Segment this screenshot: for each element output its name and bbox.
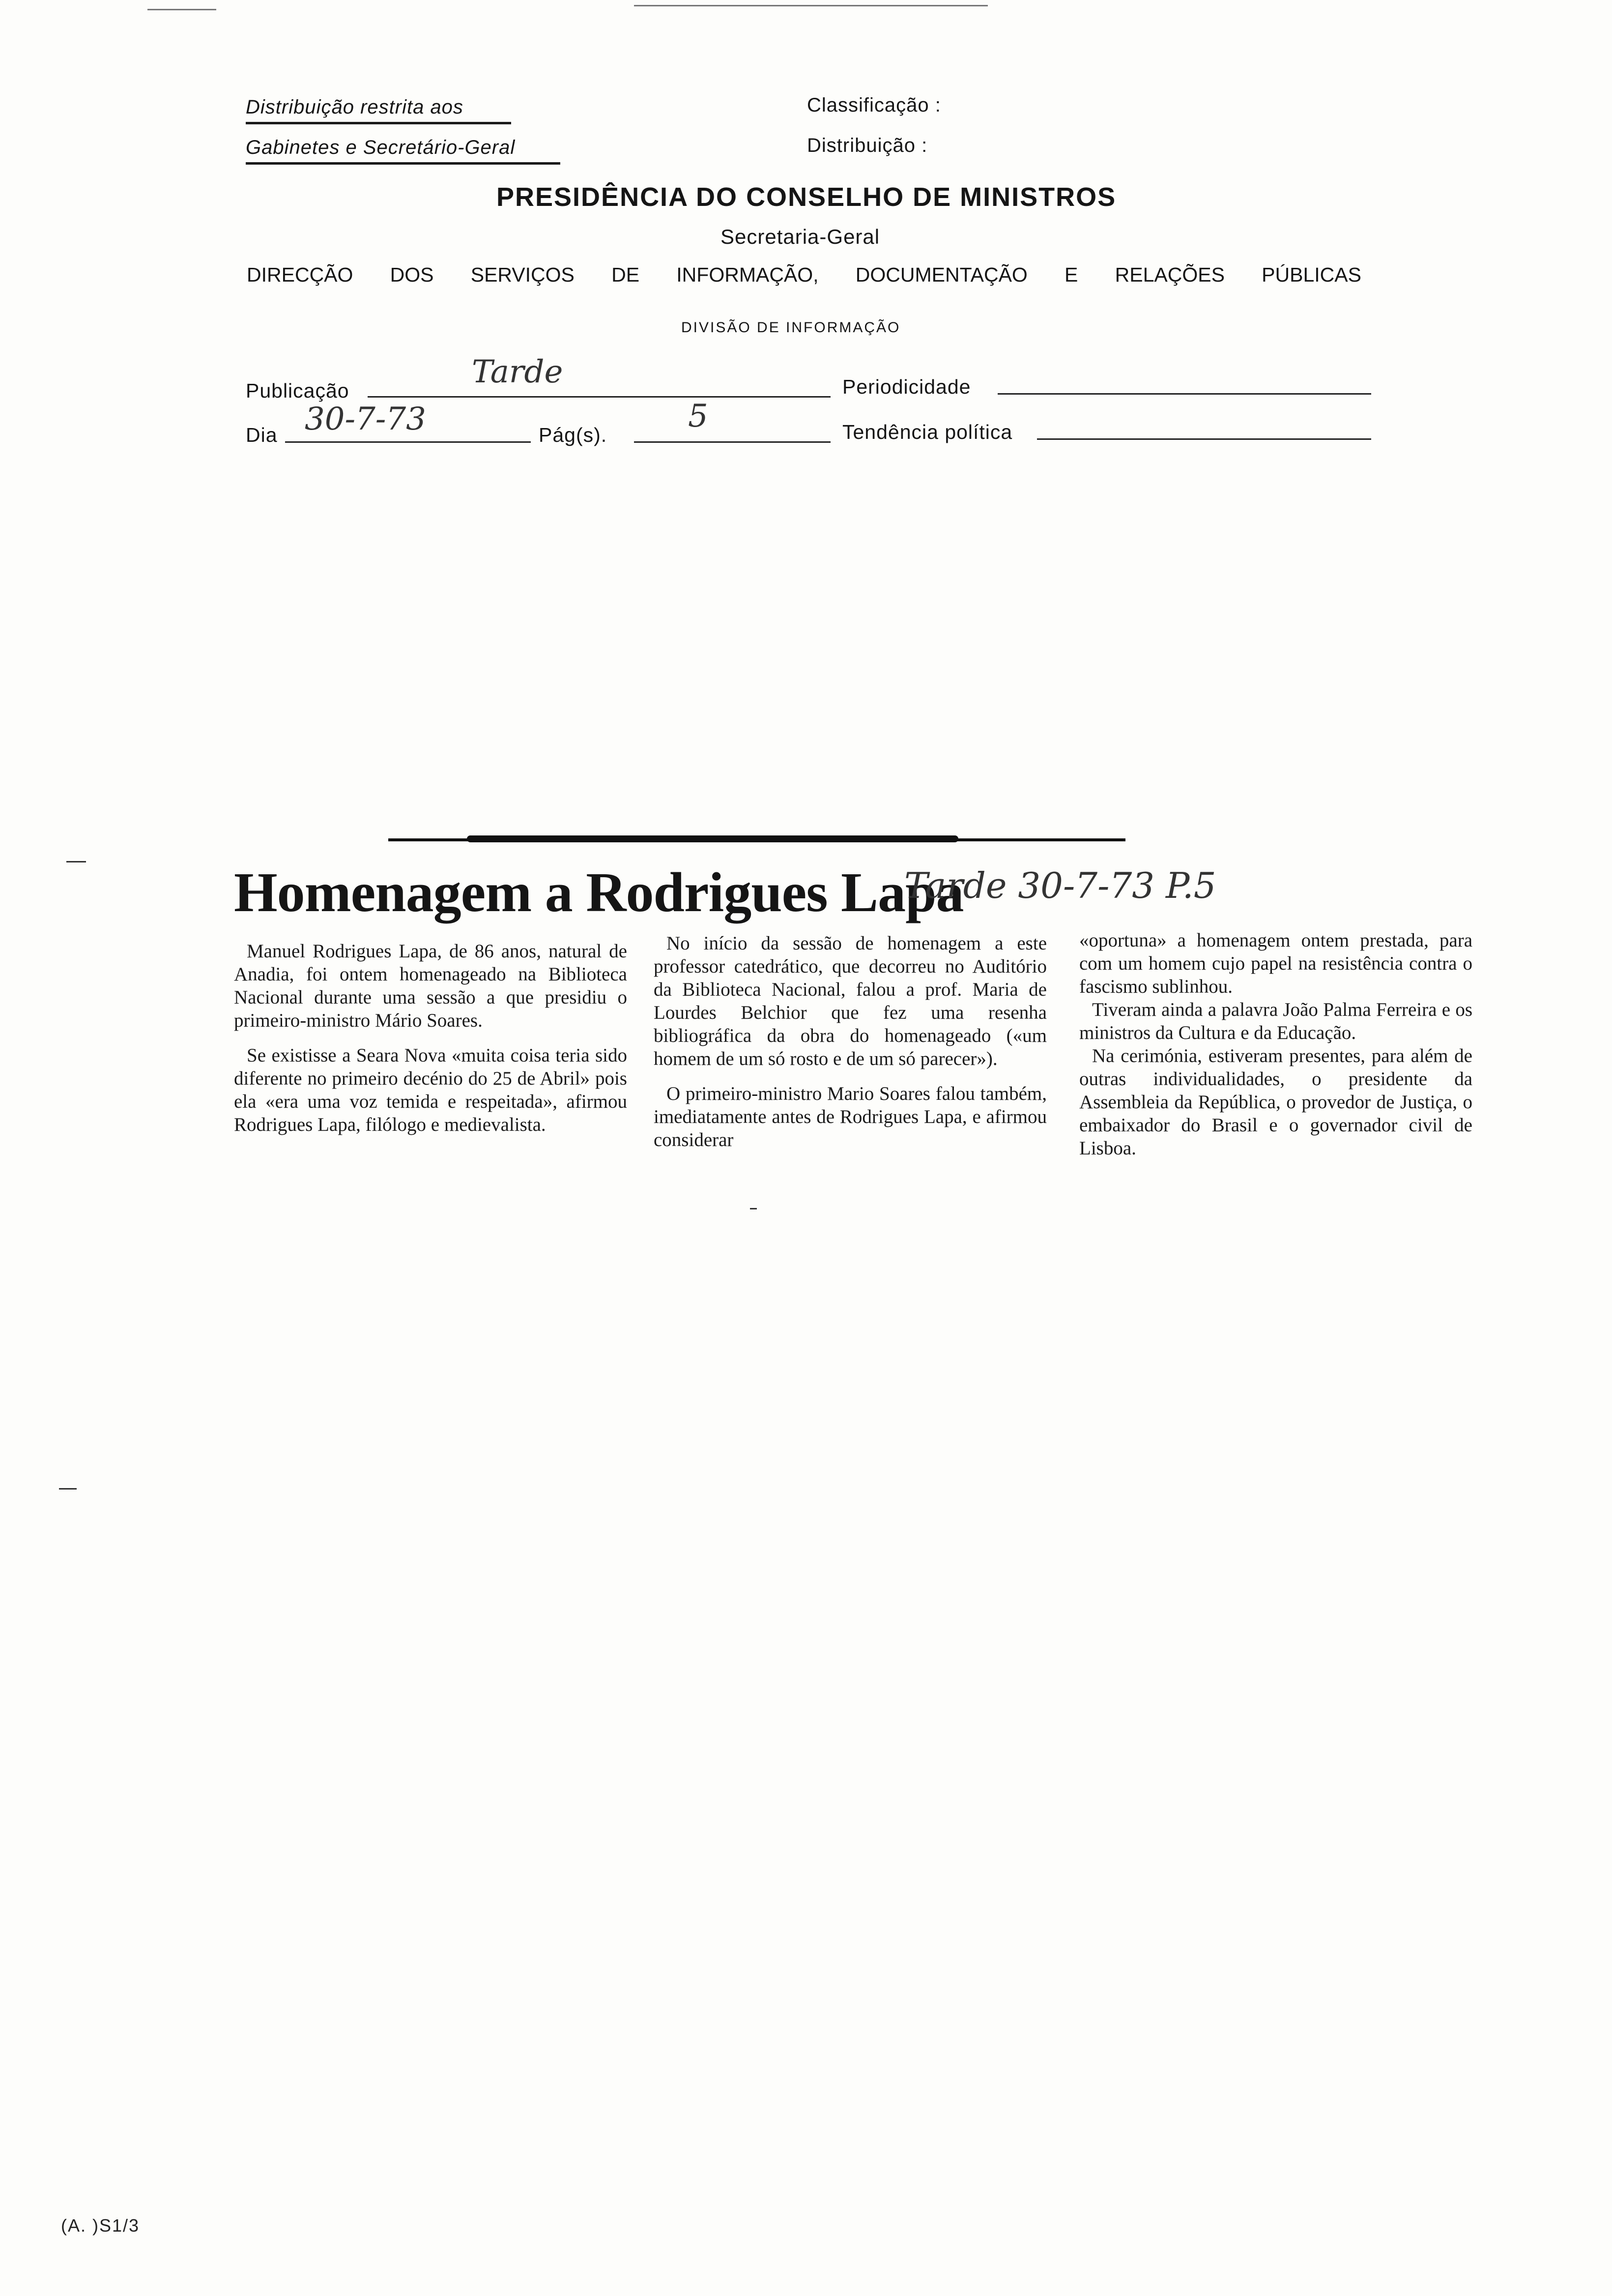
article-column-1 bbox=[234, 940, 627, 1148]
article-headline: Homenagem a Rodrigues Lapa bbox=[234, 861, 964, 923]
org-subtitle: Secretaria-Geral bbox=[720, 225, 880, 248]
article-paragraph: Na cerimónia, estiveram presentes, para além de outras individualidades, o presidente da Assembleia da República, o provedor de Justiça, o embaixador do Brasil e o governador civil de Lisboa. bbox=[1079, 1045, 1472, 1159]
directorate-word: INFORMAÇÃO, bbox=[676, 263, 819, 286]
directorate-word: PÚBLICAS bbox=[1262, 263, 1361, 286]
periodicity-line bbox=[998, 393, 1371, 395]
article-paragraph: No início da sessão de homenagem a este professor catedrático, que decorreu no Auditório da Biblioteca Nacional, falou a prof. Maria de Lourdes Belchior que fez uma resenha bibliográfica da obra do homenageado («um homem de um só rosto e de um só parecer»). bbox=[654, 933, 1047, 1069]
article-paragraph: Manuel Rodrigues Lapa, de 86 anos, natural de Anadia, foi ontem homenageado na Biblioteca Nacional durante uma sessão a que presidiu o primeiro-ministro Mário Soares. bbox=[234, 941, 627, 1031]
article-paragraph: O primeiro-ministro Mario Soares falou também, imediatamente antes de Rodrigues Lapa, e afirmou considerar bbox=[654, 1083, 1047, 1150]
directorate-word: RELAÇÕES bbox=[1115, 263, 1225, 286]
division-label: DIVISÃO DE INFORMAÇÃO bbox=[681, 319, 901, 336]
distribution-label: Distribuição : bbox=[807, 135, 928, 156]
article-column-2 bbox=[654, 932, 1047, 1163]
article-paragraph: «oportuna» a homenagem ontem prestada, para com um homem cujo papel na resistência contra o fascismo sublinhou. bbox=[1079, 930, 1472, 997]
scan-speck bbox=[59, 1488, 77, 1490]
day-line bbox=[285, 441, 531, 443]
day-handwritten-value: 30-7-73 bbox=[305, 401, 426, 437]
periodicity-label: Periodicidade bbox=[842, 375, 971, 398]
clipping-top-rule-thick bbox=[467, 835, 958, 842]
footer-form-code: (A. )S1/3 bbox=[61, 2215, 140, 2236]
org-title: PRESIDÊNCIA DO CONSELHO DE MINISTROS bbox=[496, 182, 1117, 212]
underline bbox=[246, 122, 511, 124]
classification-label: Classificação : bbox=[807, 94, 941, 116]
pages-label: Pág(s). bbox=[539, 424, 607, 446]
directorate-word: DIRECÇÃO bbox=[247, 263, 353, 286]
directorate-word: DE bbox=[611, 263, 640, 286]
publication-handwritten-value: Tarde bbox=[472, 354, 563, 390]
directorate-line bbox=[247, 263, 1361, 287]
scan-speck bbox=[750, 1208, 757, 1209]
political-tendency-label: Tendência política bbox=[842, 421, 1013, 443]
article-paragraph: Tiveram ainda a palavra João Palma Ferreira e os ministros da Cultura e da Educação. bbox=[1079, 999, 1472, 1043]
publication-line bbox=[368, 396, 831, 398]
restricted-line-2: Gabinetes e Secretário-Geral bbox=[246, 137, 516, 158]
article-paragraph: Se existisse a Seara Nova «muita coisa teria sido diferente no primeiro decénio do 25 de Abril» pois ela «era uma voz temida e respeitada», afirmou Rodrigues Lapa, filólogo e medievalista. bbox=[234, 1045, 627, 1135]
pages-line bbox=[634, 441, 831, 443]
handwritten-annotation: Tarde 30-7-73 P.5 bbox=[904, 865, 1216, 906]
directorate-word: DOCUMENTAÇÃO bbox=[855, 263, 1028, 286]
article-column-3 bbox=[1079, 929, 1472, 1172]
directorate-word: E bbox=[1065, 263, 1078, 286]
scan-artifact-line bbox=[634, 5, 988, 6]
scan-speck bbox=[66, 861, 86, 862]
directorate-word: DOS bbox=[390, 263, 434, 286]
political-tendency-line bbox=[1037, 438, 1371, 440]
day-label: Dia bbox=[246, 424, 278, 446]
pages-handwritten-value: 5 bbox=[688, 398, 708, 434]
underline bbox=[246, 162, 560, 165]
directorate-word: SERVIÇOS bbox=[470, 263, 575, 286]
scan-artifact-line bbox=[147, 9, 216, 10]
publication-label: Publicação bbox=[246, 379, 349, 402]
restricted-line-1: Distribuição restrita aos bbox=[246, 96, 463, 118]
